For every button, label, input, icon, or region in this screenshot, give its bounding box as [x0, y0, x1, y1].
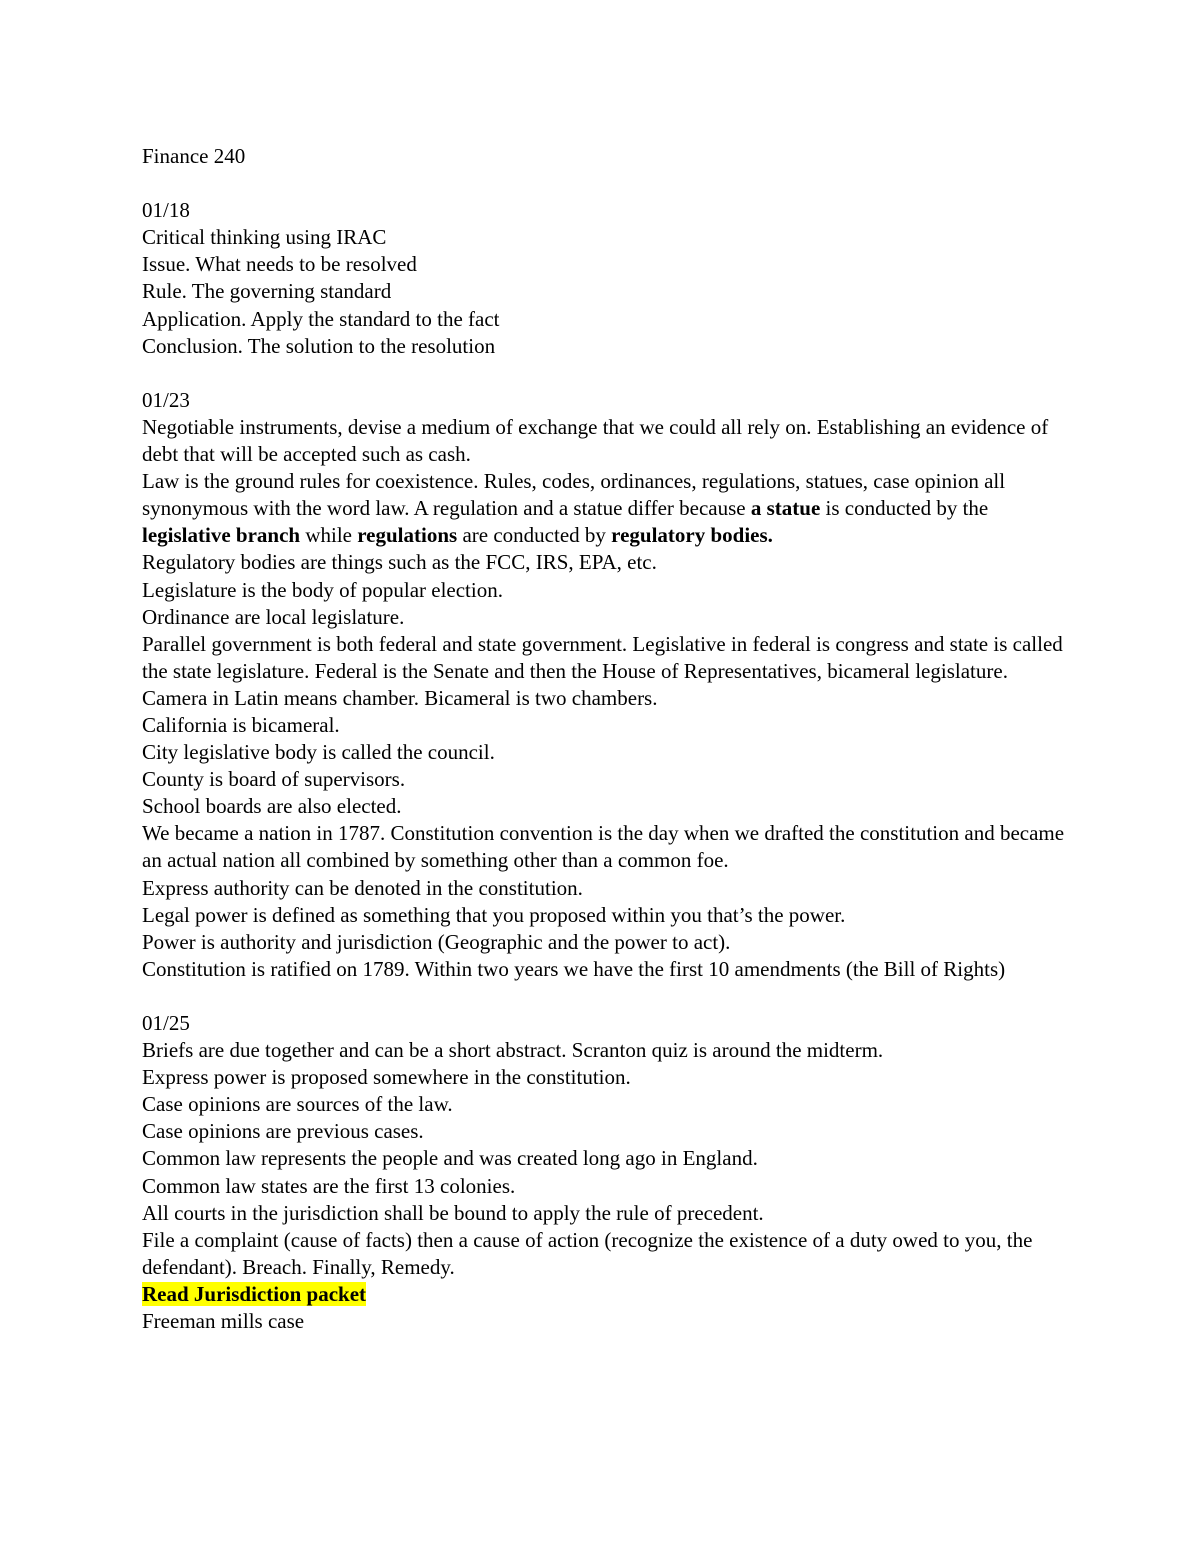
law-text: are conducted by	[457, 523, 612, 548]
note-line: Freeman mills case	[142, 1309, 305, 1334]
highlight-line	[142, 1281, 1082, 1308]
note-line: Express power is proposed somewhere in the constitution.	[142, 1065, 631, 1090]
law-text: is conducted by the	[820, 496, 989, 521]
spacer	[142, 360, 1082, 387]
note-line: Case opinions are sources of the law.	[142, 1092, 453, 1117]
document-title: Finance 240	[142, 144, 246, 168]
note-paragraph: We became a nation in 1787. Constitution convention is the day when we drafted the constitution and became an actual nation all combined by something other than a common foe.	[142, 821, 1065, 873]
section-date: 01/25	[142, 1011, 190, 1035]
note-line: Briefs are due together and can be a short abstract. Scranton quiz is around the midterm.	[142, 1038, 884, 1063]
note-line: Critical thinking using IRAC	[142, 225, 387, 250]
note-line: County is board of supervisors.	[142, 767, 406, 792]
note-line: Express authority can be denoted in the constitution.	[142, 875, 583, 900]
note-paragraph: File a complaint (cause of facts) then a cause of action (recognize the existence of a duty owed to you, the defendant). Breach. Finally, Remedy.	[142, 1227, 1033, 1279]
note-line: California is bicameral.	[142, 712, 340, 737]
law-paragraph	[142, 468, 1082, 549]
bold-term: regulations	[357, 523, 458, 548]
note-line: Common law states are the first 13 colonies.	[142, 1173, 516, 1198]
spacer	[142, 983, 1082, 1010]
note-line: Legislature is the body of popular election.	[142, 577, 503, 602]
note-paragraph: Constitution is ratified on 1789. Within two years we have the first 10 amendments (the Bill of Rights)	[142, 956, 1006, 981]
law-text: while	[300, 523, 358, 548]
note-line: Ordinance are local legislature.	[142, 604, 405, 629]
note-line: Rule. The governing standard	[142, 279, 392, 304]
section-date: 01/18	[142, 198, 190, 223]
note-line: Case opinions are previous cases.	[142, 1119, 424, 1144]
note-line: Camera in Latin means chamber. Bicameral is two chambers.	[142, 685, 658, 710]
section-date: 01/23	[142, 387, 190, 412]
note-line: Legal power is defined as something that you proposed within you that’s the power.	[142, 902, 846, 927]
note-paragraph: Negotiable instruments, devise a medium of exchange that we could all rely on. Establishing an evidence of debt that will be accepted such as cash.	[142, 414, 1049, 467]
bold-term: regulatory bodies.	[611, 523, 773, 548]
bold-term: a statue	[750, 496, 821, 521]
bold-term: legislative branch	[142, 523, 301, 548]
note-paragraph: Parallel government is both federal and state government. Legislative in federal is congress and state is called the state legislature. Federal is the Senate and then the House of Representatives, bicameral legislature.	[142, 631, 1063, 683]
note-line: Regulatory bodies are things such as the FCC, IRS, EPA, etc.	[142, 550, 657, 575]
note-line: Common law represents the people and was created long ago in England.	[142, 1146, 758, 1171]
note-line: All courts in the jurisdiction shall be bound to apply the rule of precedent.	[142, 1200, 764, 1225]
spacer	[142, 170, 1082, 197]
law-text: Law is the ground rules for coexistence. Rules, codes, ordinances, regulations, statues, case opinion all synonymous with the word law. A regulation and a statue differ because	[142, 469, 1006, 521]
note-line: Application. Apply the standard to the fact	[142, 306, 500, 331]
note-line: City legislative body is called the council.	[142, 740, 495, 765]
note-line: School boards are also elected.	[142, 794, 402, 819]
document-page	[142, 143, 1082, 1335]
note-line: Power is authority and jurisdiction (Geographic and the power to act).	[142, 929, 731, 954]
highlighted-text: Read Jurisdiction packet	[142, 1281, 367, 1306]
note-line: Issue. What needs to be resolved	[142, 252, 417, 277]
note-line: Conclusion. The solution to the resolution	[142, 333, 496, 358]
